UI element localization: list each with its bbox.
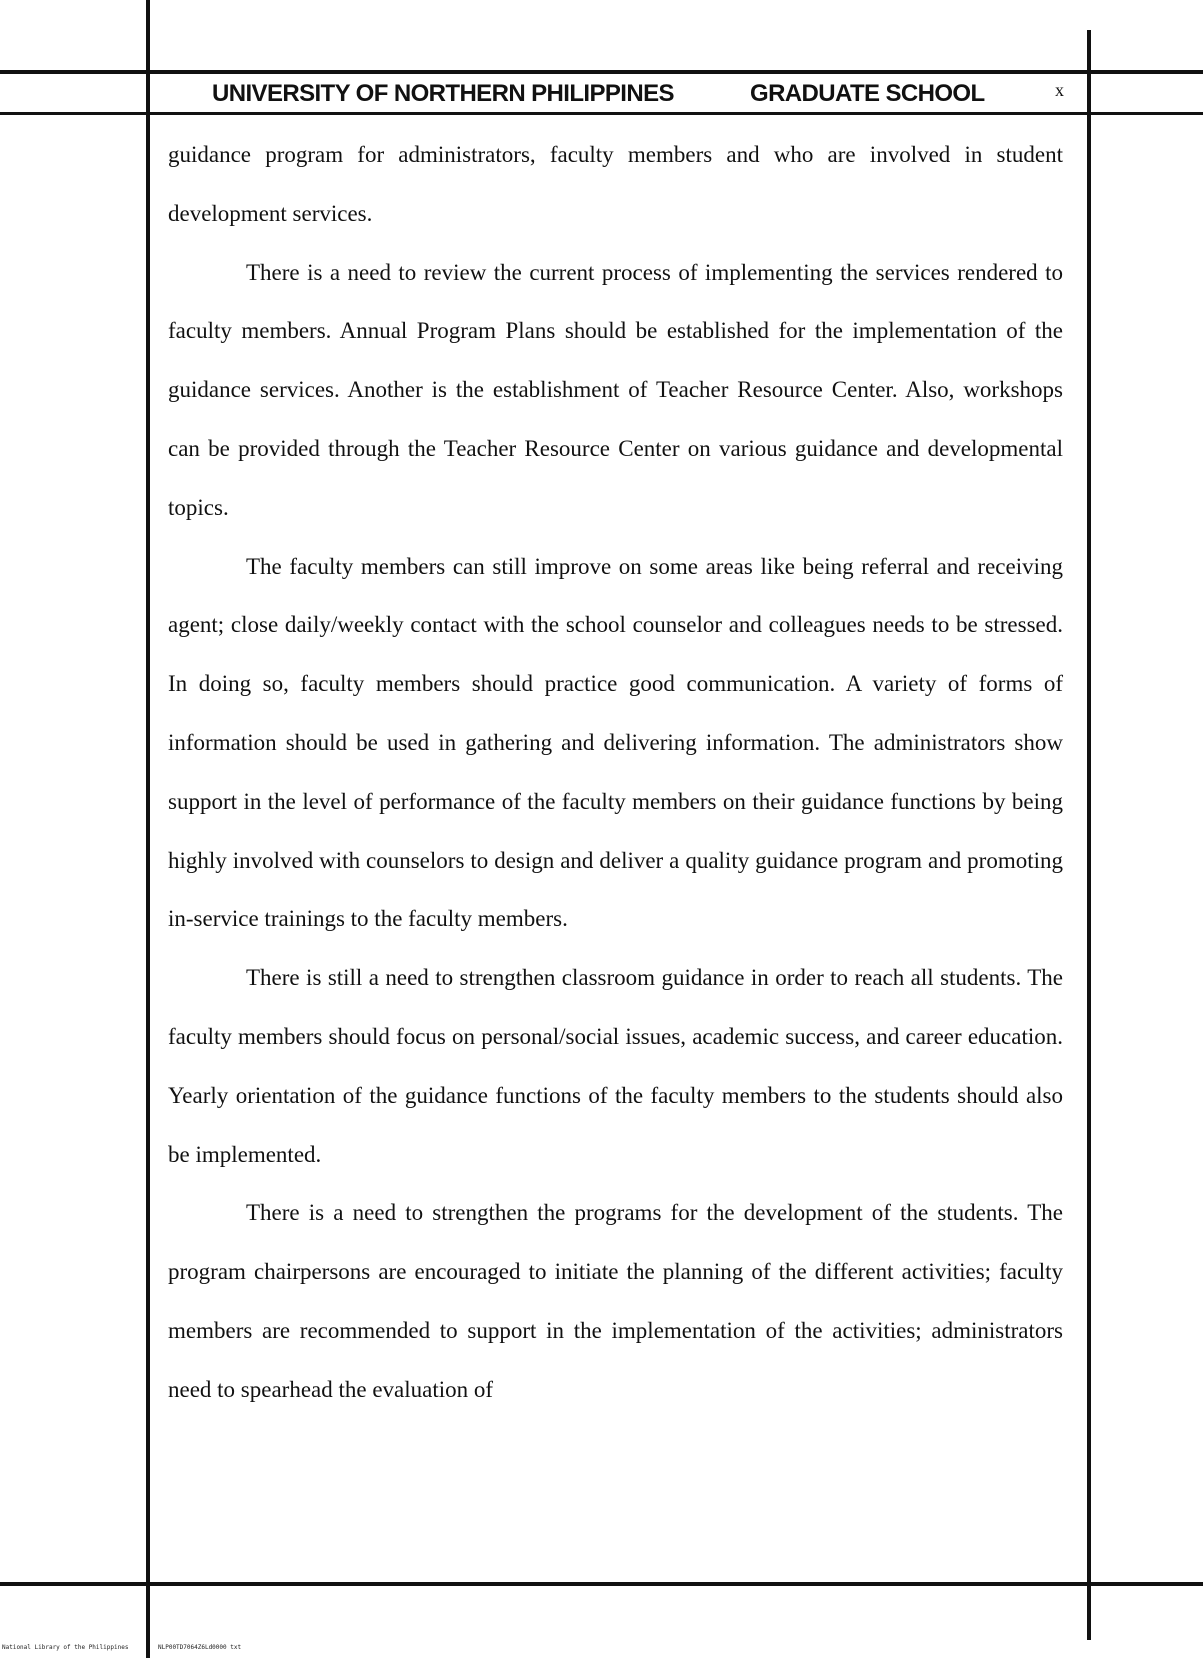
paragraph: There is still a need to strengthen classroom guidance in order to reach all students. The faculty members should focus on personal/social issues, academic success, and career education. Yearly orientation of the guidance functions of the faculty members to the students should also be implemented. xyxy=(168,965,1063,1167)
left-margin-rule xyxy=(146,0,150,1658)
file-id-footer-note: NLP00TD7064Z6Ld0000 txt xyxy=(158,1644,242,1651)
page-number: x xyxy=(1055,80,1064,100)
paragraph: There is a need to review the current process of implementing the services rendered to faculty members. Annual Program Plans should be established for the implementation of the guidance services. Another is the establishment of Teacher Resource Center. Also, workshops can be provided through the Teacher Resource Center on various guidance and developmental topics. xyxy=(168,259,1063,520)
header-bottom-rule xyxy=(0,112,1203,115)
paragraph: There is a need to strengthen the programs for the development of the students. The program chairpersons are encouraged to initiate the planning of the different activities; faculty members are recommended to support in the implementation of the activities; administrators need to spearhead the evaluation of xyxy=(168,1200,1063,1402)
university-name: UNIVERSITY OF NORTHERN PHILIPPINES xyxy=(212,80,674,107)
right-margin-rule xyxy=(1087,30,1091,1640)
library-footer-note: National Library of the Philippines xyxy=(2,1644,129,1651)
footer-rule xyxy=(0,1582,1203,1586)
paragraph: The faculty members can still improve on some areas like being referral and receiving agent; close daily/weekly contact with the school counselor and colleagues needs to be stressed. In doing so, faculty members should practice good communication. A variety of forms of information should be used in gathering and delivering information. The administrators show support in the level of performance of the faculty members on their guidance functions by being highly involved with counselors to design and deliver a quality guidance program and promoting in-service trainings to the faculty members. xyxy=(168,553,1063,932)
page-header xyxy=(150,74,1087,112)
paragraph-continued: guidance program for administrators, faculty members and who are involved in student development services. xyxy=(168,142,1063,226)
body-text xyxy=(168,126,1063,1420)
school-name: GRADUATE SCHOOL xyxy=(750,80,985,107)
